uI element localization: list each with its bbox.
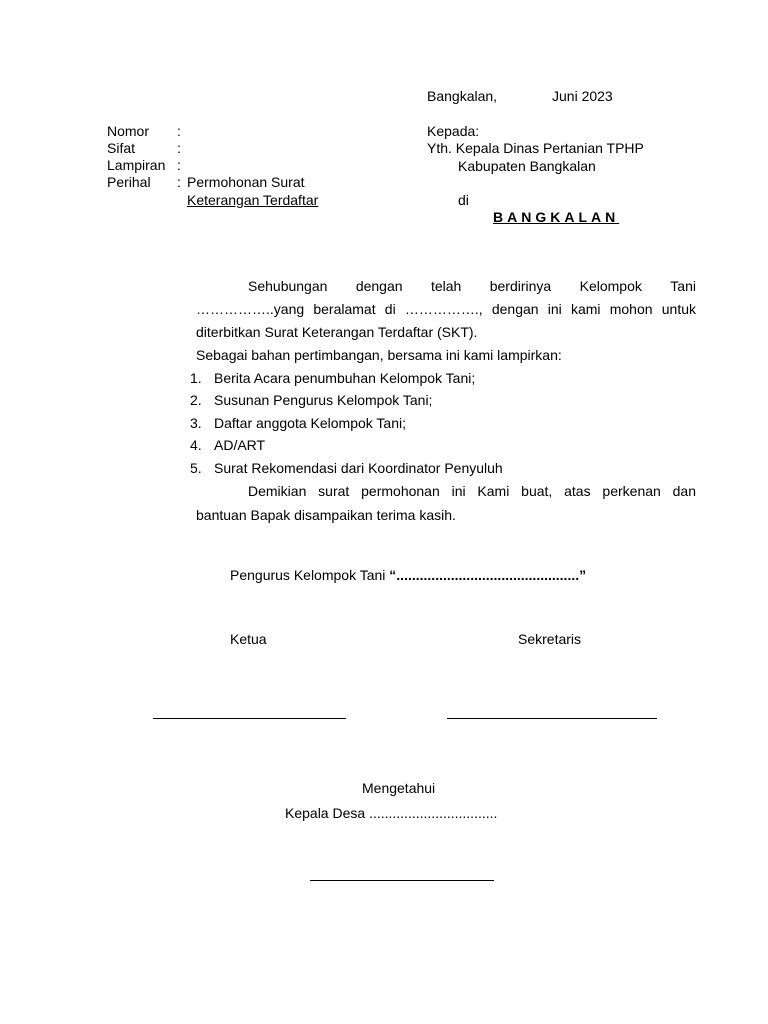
letter-date: Juni 2023: [552, 88, 613, 104]
closing-line1: Demikian surat permohonan ini Kami buat, atas perkenan dan: [248, 483, 696, 499]
lampiran-label: Lampiran: [107, 157, 166, 173]
sekretaris-label: Sekretaris: [518, 631, 582, 647]
para1-line2: ……………..yang beralamat di ……………., dengan ini kami mohon untuk: [196, 301, 696, 317]
sekretaris-signature-line: [447, 718, 657, 719]
closing-line2: bantuan Bapak disampaikan terima kasih.: [196, 507, 456, 523]
addressee-di: di: [458, 192, 469, 208]
list-item-text: Berita Acara penumbuhan Kelompok Tani;: [214, 370, 476, 386]
para1-word: Kelompok: [579, 278, 642, 294]
body-paragraph-2: Sebagai bahan pertimbangan, bersama ini kami lampirkan:: [196, 347, 562, 363]
addressee-city: BANGKALAN: [493, 209, 620, 225]
para1-line1: [248, 278, 696, 294]
list-item-text: AD/ART: [214, 437, 266, 453]
sifat-label: Sifat: [107, 140, 136, 156]
para1-word: Tani: [670, 278, 696, 294]
kepada-label: Kepada:: [427, 123, 480, 139]
para1-word: dengan: [355, 278, 403, 294]
list-item-number: 3.: [190, 415, 202, 431]
perihal-line1: Permohonan Surat: [187, 174, 305, 190]
perihal-label: Perihal: [107, 174, 151, 190]
list-item-number: 4.: [190, 437, 202, 453]
list-item-number: 5.: [190, 460, 202, 476]
kepala-desa-signature-line: [310, 880, 494, 881]
para1-line3: diterbitkan Surat Keterangan Terdaftar (SKT).: [196, 324, 478, 340]
addressee-kabupaten: Kabupaten Bangkalan: [458, 158, 596, 174]
list-item-number: 1.: [190, 370, 202, 386]
sifat-colon: :: [177, 140, 181, 156]
list-item-number: 2.: [190, 392, 202, 408]
pengurus-name-placeholder: “...............................................”: [389, 567, 587, 583]
ketua-signature-line: [153, 718, 346, 719]
pengurus-prefix: Pengurus Kelompok Tani: [230, 567, 390, 583]
kepala-desa-label: Kepala Desa .................................: [285, 805, 498, 821]
letter-place: Bangkalan,: [427, 88, 498, 104]
para1-word: Sehubungan: [248, 278, 328, 294]
para1-word: berdirinya: [489, 278, 552, 294]
mengetahui-label: Mengetahui: [362, 780, 436, 796]
perihal-line2: Keterangan Terdaftar: [187, 192, 319, 208]
list-item-text: Surat Rekomendasi dari Koordinator Penyuluh: [214, 460, 503, 476]
perihal-colon: :: [177, 174, 181, 190]
list-item-text: Susunan Pengurus Kelompok Tani;: [214, 392, 433, 408]
lampiran-colon: :: [177, 157, 181, 173]
para1-word: telah: [430, 278, 462, 294]
nomor-colon: :: [177, 123, 181, 139]
nomor-label: Nomor: [107, 123, 150, 139]
addressee-yth: Yth. Kepala Dinas Pertanian TPHP: [427, 140, 644, 156]
list-item-text: Daftar anggota Kelompok Tani;: [214, 415, 406, 431]
pengurus-line: [230, 567, 586, 583]
ketua-label: Ketua: [230, 631, 267, 647]
